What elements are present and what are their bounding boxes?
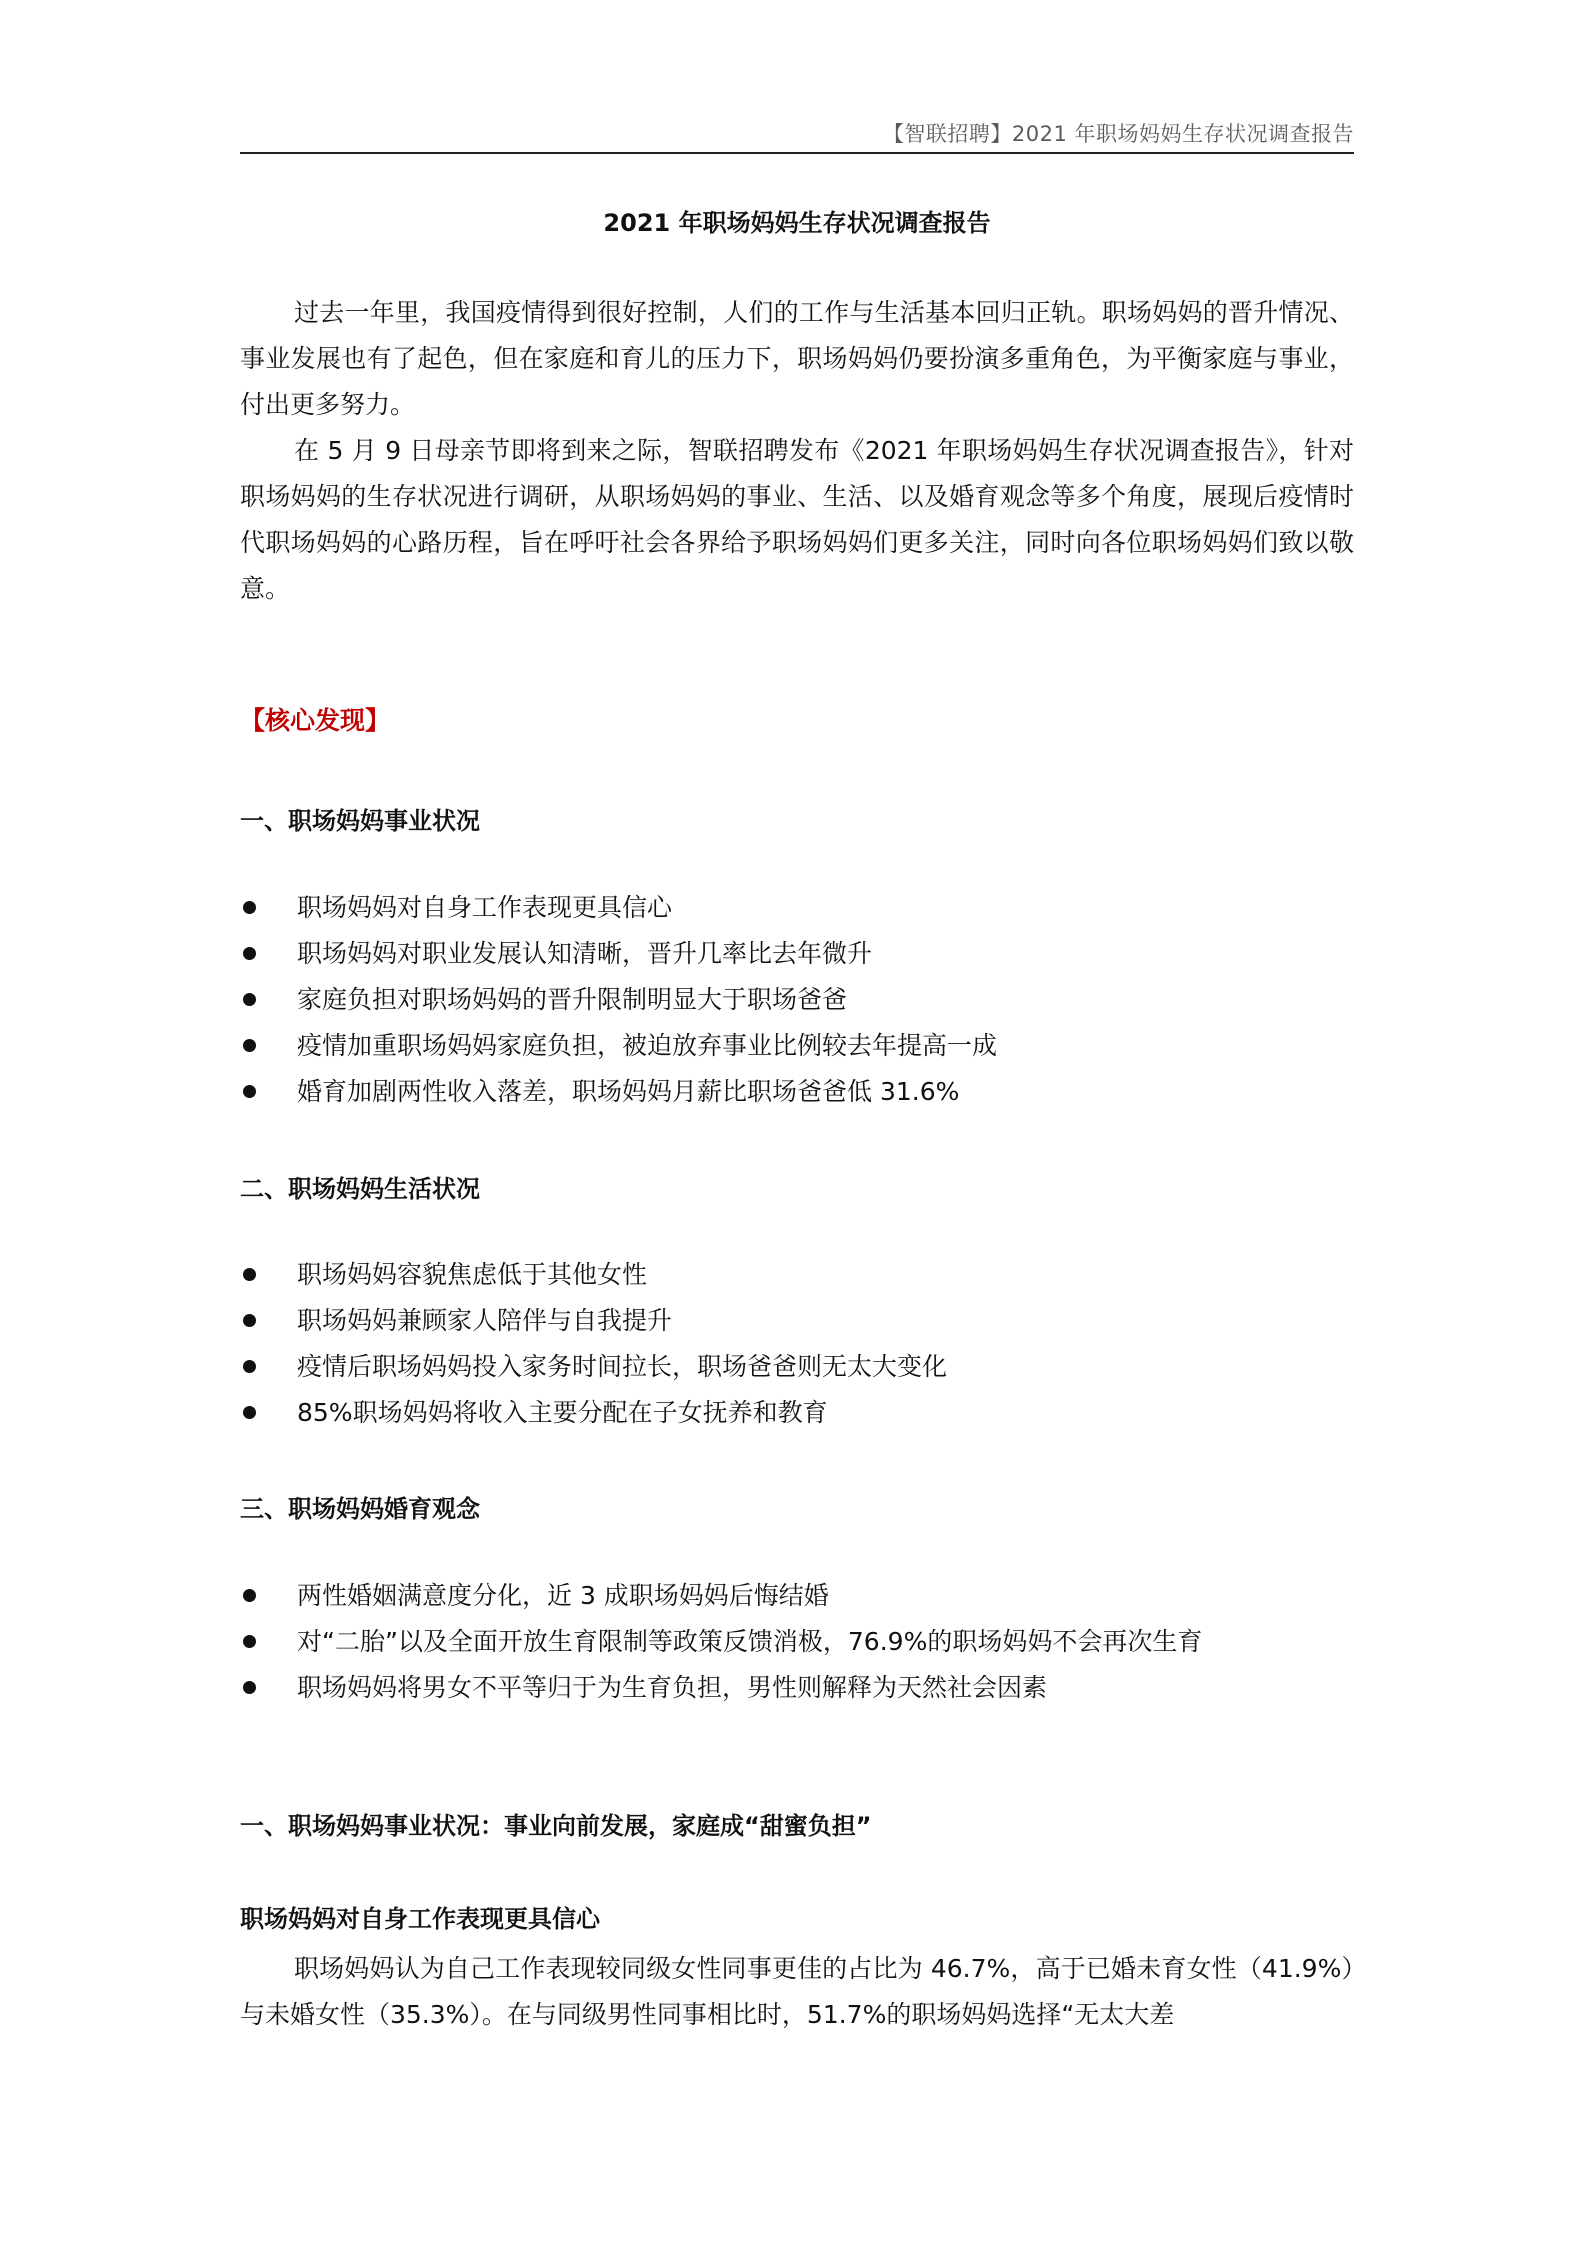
bullet-dot-icon	[243, 993, 256, 1006]
bullet-dot-icon	[243, 1039, 256, 1052]
page-header	[240, 112, 1354, 154]
chapter-heading: 一、职场妈妈事业状况：事业向前发展，家庭成“甜蜜负担”	[240, 1812, 872, 1840]
bullet-dot-icon	[243, 1360, 256, 1373]
bullet-dot-icon	[243, 901, 256, 914]
bullet-item: 85%职场妈妈将收入主要分配在子女抚养和教育	[240, 1390, 1354, 1436]
bullet-item: 对“二胎”以及全面开放生育限制等政策反馈消极，76.9%的职场妈妈不会再次生育	[240, 1619, 1354, 1665]
document-title: 2021 年职场妈妈生存状况调查报告	[603, 209, 991, 237]
bullet-item: 职场妈妈容貌焦虑低于其他女性	[240, 1252, 1354, 1298]
bullet-dot-icon	[243, 1314, 256, 1327]
bullet-dot-icon	[243, 1085, 256, 1098]
intro-paragraph-1: 过去一年里，我国疫情得到很好控制，人们的工作与生活基本回归正轨。职场妈妈的晋升情况、事业发展也有了起色，但在家庭和育儿的压力下，职场妈妈仍要扮演多重角色，为平衡家庭与事业，付出更多努力。	[240, 298, 1354, 419]
bullet-list-career	[240, 885, 1354, 1115]
bullet-item: 疫情后职场妈妈投入家务时间拉长，职场爸爸则无太大变化	[240, 1344, 1354, 1390]
bullet-dot-icon	[243, 1635, 256, 1648]
core-findings-label: 【核心发现】	[240, 706, 391, 735]
chapter-paragraph: 职场妈妈认为自己工作表现较同级女性同事更佳的占比为 46.7%，高于已婚未育女性（41.9%）与未婚女性（35.3%）。在与同级男性同事相比时，51.7%的职场妈妈选择“无太大差	[240, 1954, 1354, 2029]
bullet-dot-icon	[243, 947, 256, 960]
bullet-list-life	[240, 1252, 1354, 1436]
bullet-item: 家庭负担对职场妈妈的晋升限制明显大于职场爸爸	[240, 977, 1354, 1023]
section-heading-marriage: 三、职场妈妈婚育观念	[240, 1495, 480, 1523]
bullet-item: 职场妈妈将男女不平等归于为生育负担，男性则解释为天然社会因素	[240, 1665, 1354, 1711]
bullet-list-marriage	[240, 1573, 1354, 1711]
intro-paragraph-2: 在 5 月 9 日母亲节即将到来之际，智联招聘发布《2021 年职场妈妈生存状况调查报告》，针对职场妈妈的生存状况进行调研，从职场妈妈的事业、生活、以及婚育观念等多个角度，展现后疫情时代职场妈妈的心路历程，旨在呼吁社会各界给予职场妈妈们更多关注，同时向各位职场妈妈们致以敬意。	[240, 436, 1354, 603]
chapter-subheading: 职场妈妈对自身工作表现更具信心	[240, 1905, 600, 1933]
section-heading-career: 一、职场妈妈事业状况	[240, 807, 480, 835]
bullet-item: 两性婚姻满意度分化，近 3 成职场妈妈后悔结婚	[240, 1573, 1354, 1619]
section-heading-life: 二、职场妈妈生活状况	[240, 1175, 480, 1203]
bullet-dot-icon	[243, 1268, 256, 1281]
bullet-item: 疫情加重职场妈妈家庭负担，被迫放弃事业比例较去年提高一成	[240, 1023, 1354, 1069]
bullet-dot-icon	[243, 1406, 256, 1419]
bullet-item: 职场妈妈对自身工作表现更具信心	[240, 885, 1354, 931]
bullet-item: 职场妈妈对职业发展认知清晰，晋升几率比去年微升	[240, 931, 1354, 977]
bullet-item: 婚育加剧两性收入落差，职场妈妈月薪比职场爸爸低 31.6%	[240, 1069, 1354, 1115]
bullet-dot-icon	[243, 1589, 256, 1602]
bullet-dot-icon	[243, 1681, 256, 1694]
header-text: 【智联招聘】2021 年职场妈妈生存状况调查报告	[882, 122, 1354, 146]
bullet-item: 职场妈妈兼顾家人陪伴与自我提升	[240, 1298, 1354, 1344]
